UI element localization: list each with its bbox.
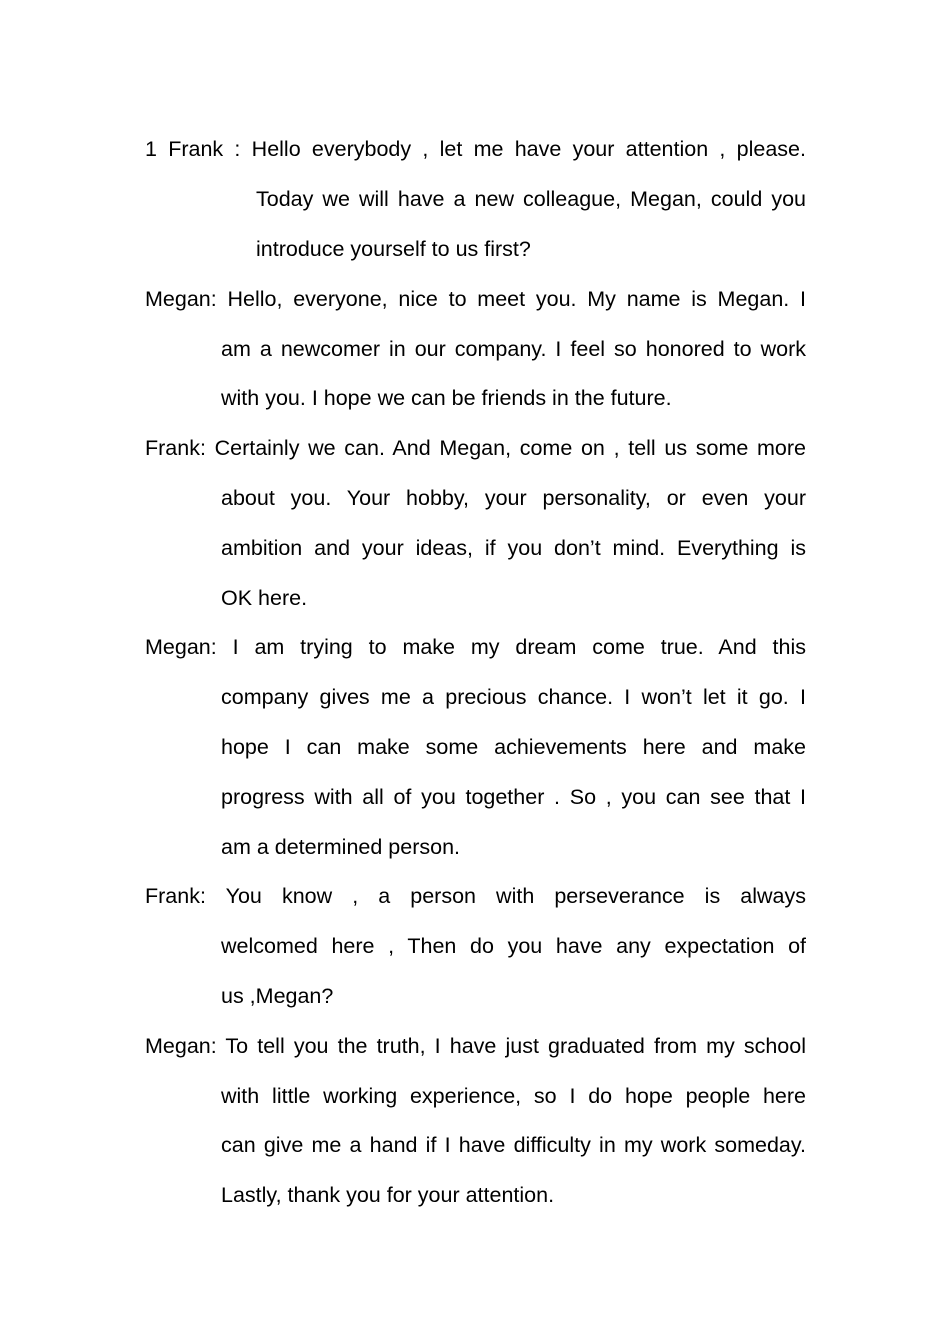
dialogue-line: company gives me a precious chance. I won’t let it go. I (221, 685, 806, 709)
dialogue-line: Today we will have a new colleague, Megan, could you (256, 187, 806, 211)
dialogue-line: ambition and your ideas, if you don’t mind. Everything is (221, 536, 806, 560)
dialogue-line: welcomed here , Then do you have any expectation of (221, 934, 806, 958)
dialogue-line: with you. I hope we can be friends in the future. (221, 386, 672, 410)
dialogue-line: am a determined person. (221, 835, 461, 859)
dialogue-line: Lastly, thank you for your attention. (221, 1183, 555, 1207)
dialogue-line: progress with all of you together . So , you can see that I (221, 785, 806, 809)
dialogue-line: Megan: Hello, everyone, nice to meet you. My name is Megan. I (145, 287, 806, 311)
dialogue-line: Megan: I am trying to make my dream come true. And this (145, 635, 806, 659)
dialogue-line: Frank: Certainly we can. And Megan, come on , tell us some more (145, 436, 806, 460)
dialogue-line: am a newcomer in our company. I feel so honored to work (221, 337, 806, 361)
dialogue-line: Megan: To tell you the truth, I have just graduated from my school (145, 1034, 806, 1058)
dialogue-line: OK here. (221, 586, 308, 610)
dialogue-line: introduce yourself to us first? (256, 237, 531, 261)
dialogue-line: about you. Your hobby, your personality, or even your (221, 486, 806, 510)
dialogue-line: 1 Frank : Hello everybody , let me have your attention , please. (145, 137, 806, 161)
dialogue-line: hope I can make some achievements here and make (221, 735, 806, 759)
dialogue-line: can give me a hand if I have difficulty in my work someday. (221, 1133, 806, 1157)
dialogue-line: us ,Megan? (221, 984, 334, 1008)
dialogue-line: with little working experience, so I do hope people here (221, 1084, 806, 1108)
dialogue-line: Frank: You know , a person with perseverance is always (145, 884, 806, 908)
